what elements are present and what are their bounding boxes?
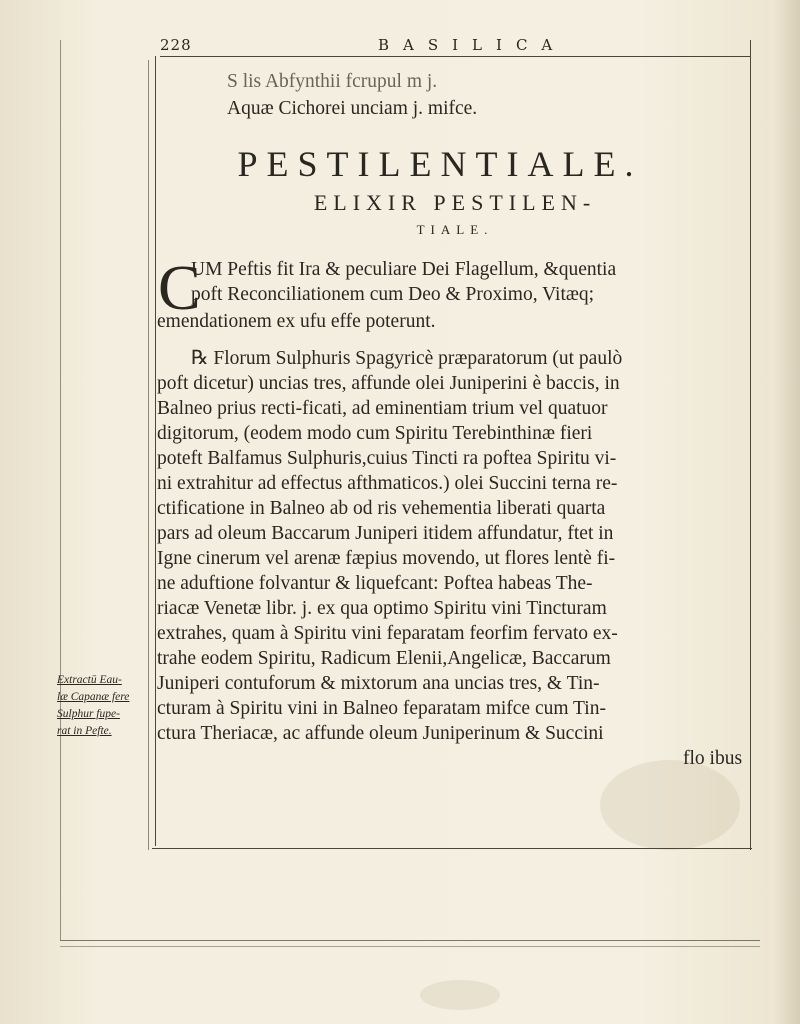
text-line: S lis Abfynthii fcrupul m j. xyxy=(227,71,438,92)
paper-stain xyxy=(600,760,740,850)
text-line: ctura Theriacæ, ac affunde oleum Juniperinum & Succini xyxy=(157,723,604,744)
right-frame-rule xyxy=(750,40,751,850)
margin-note-line: læ Capanæ fere xyxy=(57,691,130,703)
text-line: Aquæ Cichorei unciam j. mifce. xyxy=(227,98,478,119)
text-line: poft Reconciliationem cum Deo & Proximo, Vitæq; xyxy=(191,284,595,305)
text-line: ℞ Florum Sulphuris Spagyricè præparatorum (ut paulò xyxy=(191,348,623,369)
header-rule xyxy=(160,56,750,57)
text-line: ctificatione in Balneo ab od ris vehementia liberati quarta xyxy=(157,498,606,519)
text-line: trahe eodem Spiritu, Radicum Elenii,Angelicæ, Baccarum xyxy=(157,648,611,669)
section-title: PESTILENTIALE. xyxy=(237,144,643,184)
section-subtitle: ELIXIR PESTILEN- xyxy=(313,190,597,215)
text-line: ne aduftione folvantur & liquefcant: Poftea habeas The- xyxy=(157,573,593,594)
text-line: poft dicetur) uncias tres, affunde olei Juniperini è baccis, in xyxy=(157,373,620,394)
text-line: ni extrahitur ad effectus afthmaticos.) olei Succini terna re- xyxy=(157,473,618,494)
section-subtitle-cont: TIALE. xyxy=(416,222,494,237)
text-line: Juniperi contuforum & mixtorum ana uncias tres, & Tin- xyxy=(157,673,600,694)
paper-stain xyxy=(420,980,500,1010)
bottom-frame-rule xyxy=(152,848,752,849)
text-line: UM Peftis fit Ira & peculiare Dei Flagellum, &quentia xyxy=(191,259,617,280)
text-line: extrahes, quam à Spiritu vini feparatam feorfim fervato ex- xyxy=(157,623,618,644)
page-bottom-rule xyxy=(60,940,760,941)
page-edge-shadow xyxy=(774,0,800,1024)
page-header xyxy=(160,32,750,56)
text-line: poteft Balfamus Sulphuris,cuius Tincti ra poftea Spiritu vi- xyxy=(157,448,617,469)
page-bottom-rule-2 xyxy=(60,946,760,947)
text-line: riacæ Venetæ libr. j. ex qua optimo Spiritu vini Tincturam xyxy=(157,598,607,619)
page-number: 228 xyxy=(160,36,192,54)
margin-note-line: Sulphur fupe- xyxy=(57,708,120,720)
text-line: cturam à Spiritu vini in Balneo feparatam mifce cum Tin- xyxy=(157,698,606,719)
text-line: digitorum, (eodem modo cum Spiritu Terebinthinæ fieri xyxy=(157,423,593,444)
margin-rule xyxy=(60,40,61,940)
text-line: Igne cinerum vel arenæ fæpius movendo, ut flores lentè fi- xyxy=(157,548,616,569)
margin-note xyxy=(57,672,152,740)
catchword: flo ibus xyxy=(683,748,743,769)
text-line: pars ad oleum Baccarum Juniperi itidem affundatur, ftet in xyxy=(157,523,614,544)
running-title: BASILICA xyxy=(378,36,567,54)
margin-note-line: rat in Pefte. xyxy=(57,725,112,737)
text-line: Balneo prius recti-ficati, ad eminentiam trium vel quatuor xyxy=(157,398,608,419)
left-frame-rule xyxy=(155,56,156,846)
margin-note-line: Extractū Eau- xyxy=(57,674,122,686)
drop-cap: C xyxy=(158,252,201,323)
text-line: emendationem ex ufu effe poterunt. xyxy=(157,311,436,332)
